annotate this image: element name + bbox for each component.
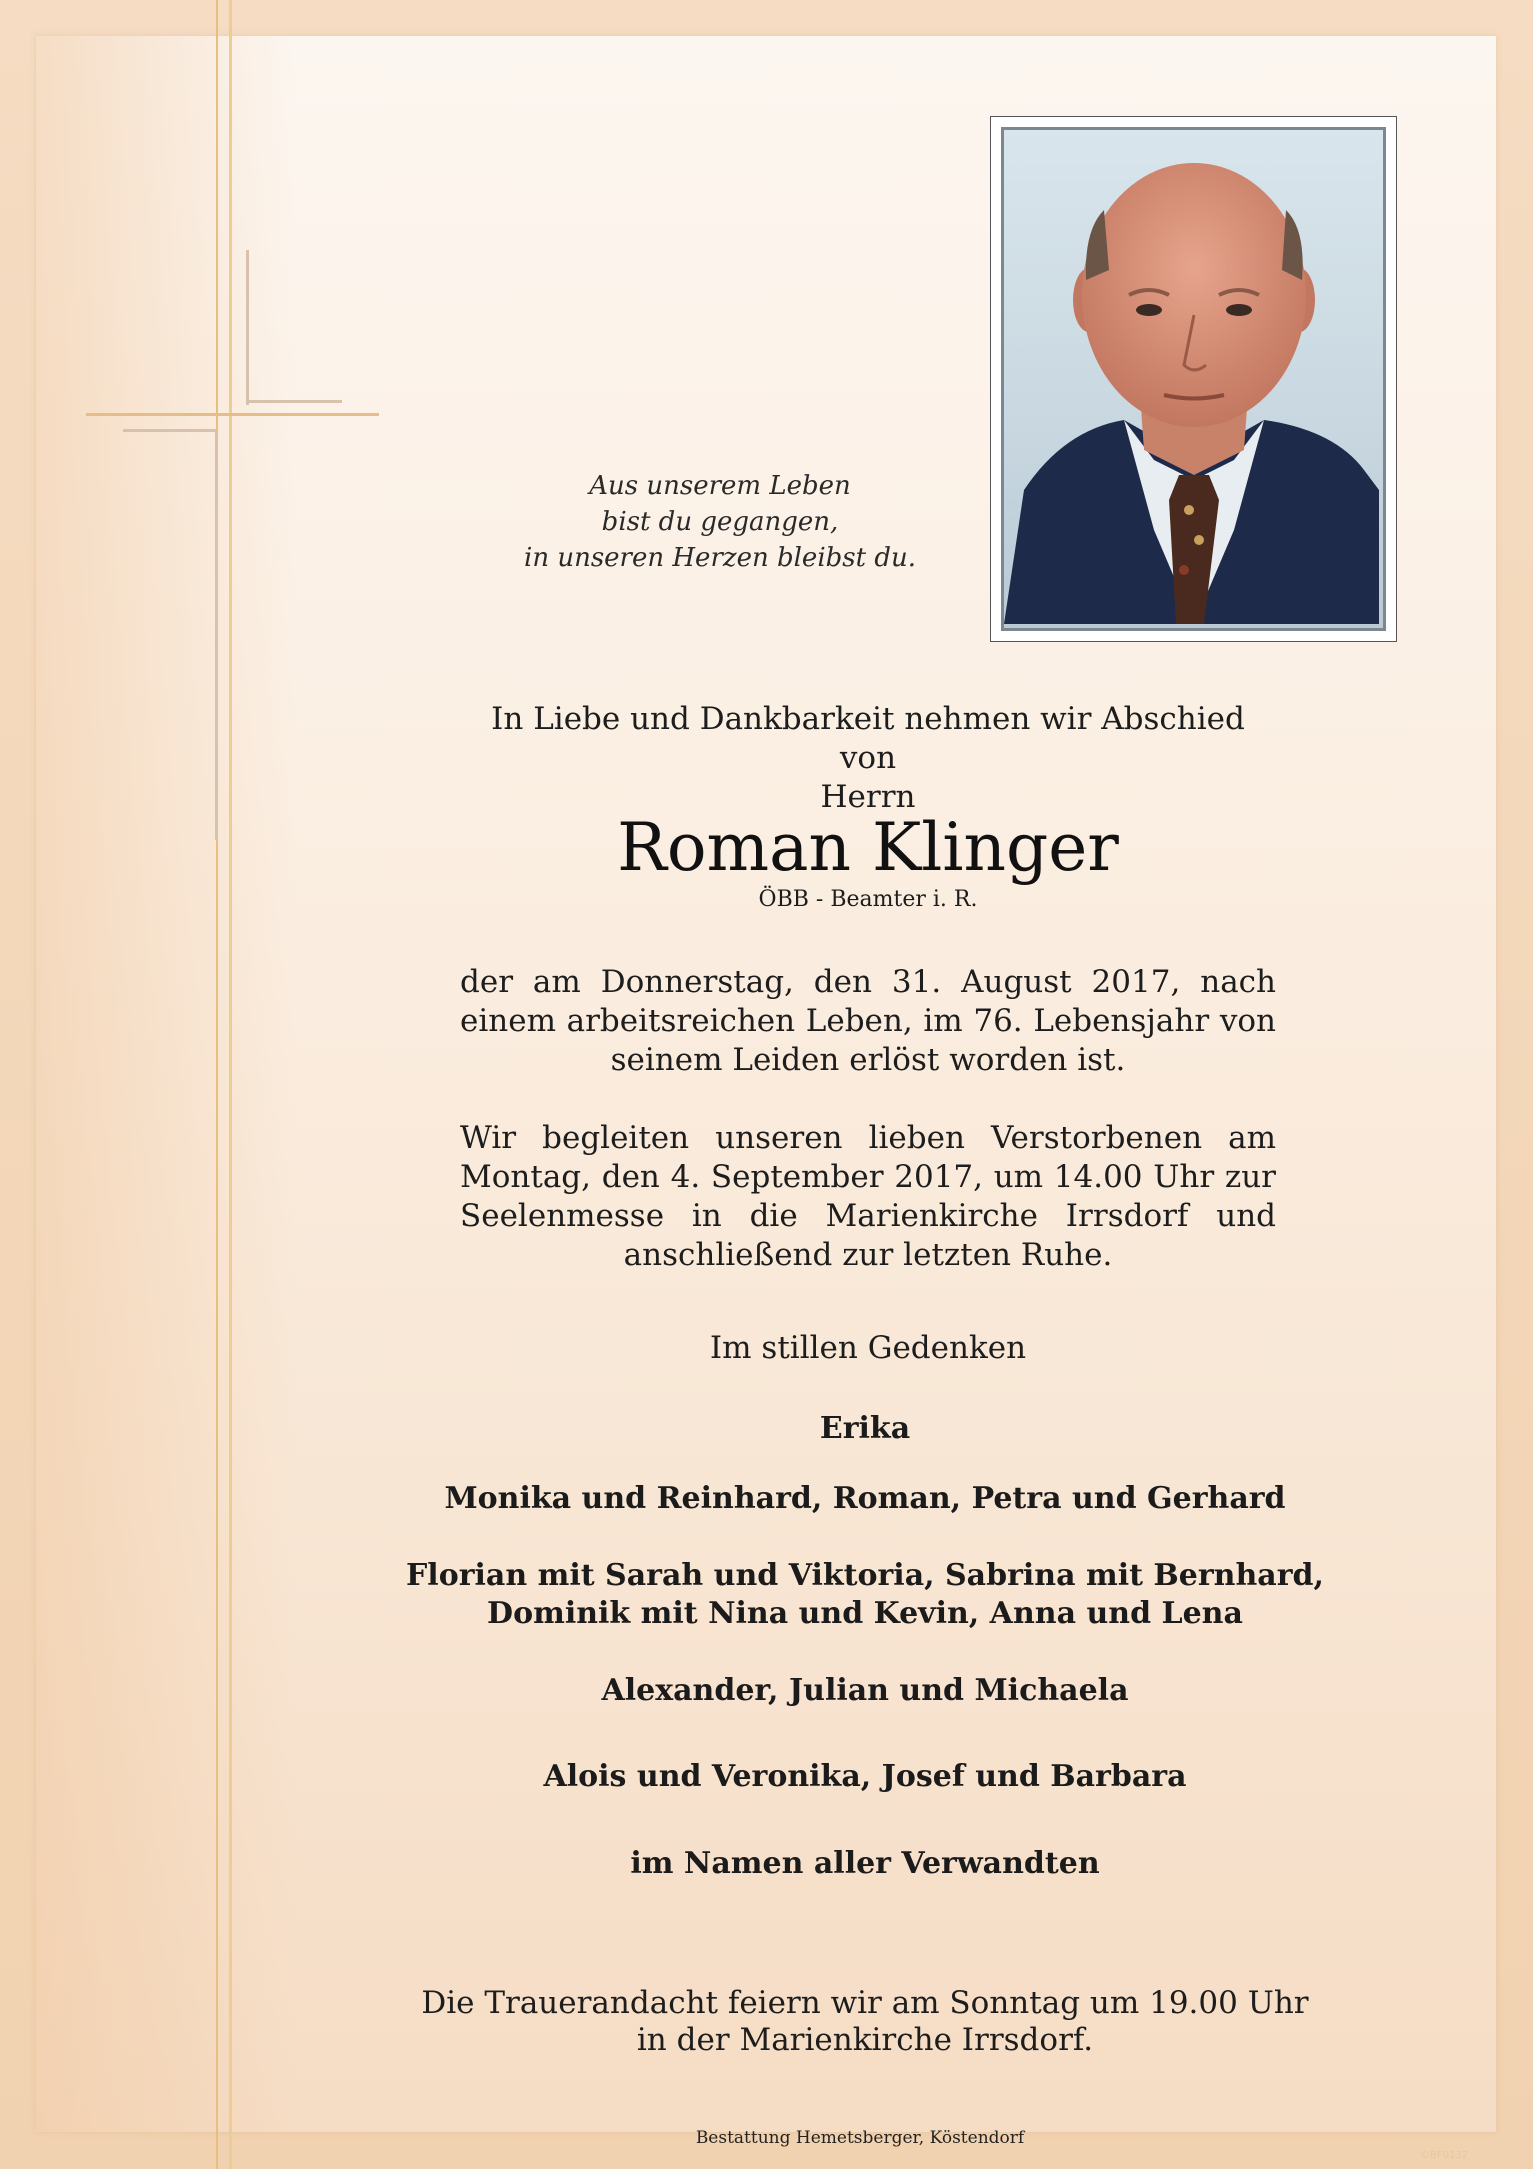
gedenken-heading: Im stillen Gedenken [709, 1330, 1027, 1366]
family-line: Monika und Reinhard, Roman, Petra und Gerhard [444, 1481, 1286, 1516]
cross-bar-gold [86, 413, 379, 416]
deceased-title: ÖBB - Beamter i. R. [758, 887, 978, 912]
portrait-illustration [1004, 130, 1379, 624]
family-line [360, 1557, 1370, 1633]
funeral-paragraph: Wir begleiten unseren lieben Verstorbenen am Montag, den 4. September 2017, um 14.00 Uhr zur Seelenmesse in die Marienkirche Irrsdorf und anschließend zur letzten Ruhe. [460, 1120, 1276, 1273]
deceased-name: Roman Klinger [617, 809, 1119, 886]
family-line: Alois und Veronika, Josef und Barbara [543, 1759, 1187, 1794]
family-line: Alexander, Julian und Michaela [601, 1673, 1129, 1708]
family-line: Erika [819, 1411, 911, 1446]
family-subline: Dominik mit Nina und Kevin, Anna und Lena [487, 1596, 1243, 1631]
gold-line-2 [229, 0, 232, 2169]
family-subline: Florian mit Sarah und Viktoria, Sabrina mit Bernhard, [406, 1558, 1324, 1593]
portrait-image [1001, 127, 1386, 631]
andacht-line: in der Marienkirche Irrsdorf. [636, 2022, 1094, 2058]
funeral-home-footer: Bestattung Hemetsberger, Köstendorf [695, 2128, 1025, 2148]
intro-line: In Liebe und Dankbarkeit nehmen wir Abschied von [491, 701, 1245, 776]
cross-arm-right [248, 400, 342, 403]
quote-line: bist du gegangen, [601, 507, 839, 537]
gold-line-1 [216, 0, 218, 2169]
andacht-line: Die Trauerandacht feiern wir am Sonntag um 19.00 Uhr [421, 1985, 1309, 2021]
memorial-quote [480, 468, 960, 576]
death-notice-paragraph: der am Donnerstag, den 31. August 2017, nach einem arbeitsreichen Leben, im 76. Lebensjahr von seinem Leiden erlöst worden ist. [460, 964, 1276, 1078]
left-shade [36, 36, 296, 2132]
andacht-notice [380, 1985, 1350, 2059]
portrait-photo [990, 116, 1397, 642]
quote-line: Aus unserem Leben [589, 471, 851, 501]
intro-text [460, 700, 1276, 817]
cross-stem-lower [215, 432, 218, 840]
cross-stem-upper [246, 250, 249, 405]
template-code: ©BF0132 [1420, 2150, 1469, 2161]
cross-arm-left [123, 429, 217, 432]
family-line: im Namen aller Verwandten [630, 1846, 1100, 1881]
intro-line: Herrn [820, 779, 916, 815]
quote-line: in unseren Herzen bleibst du. [524, 543, 916, 573]
